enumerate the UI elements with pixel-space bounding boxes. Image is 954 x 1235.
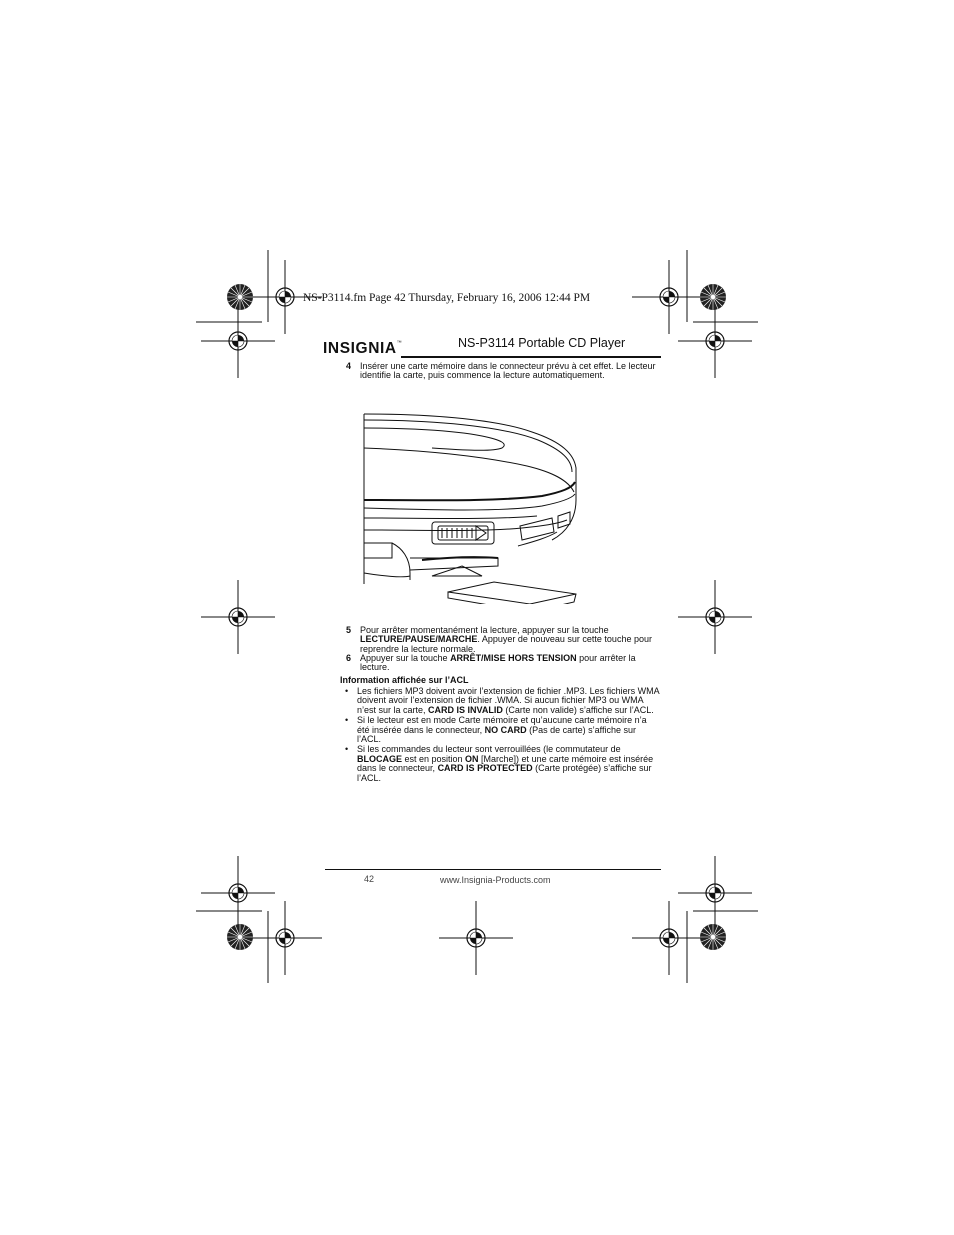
- display-message: CARD IS PROTECTED: [437, 763, 533, 774]
- bullet-text: (Carte protégée) s’affiche sur l’ACL.: [357, 763, 652, 783]
- brand-name: INSIGNIA: [323, 340, 397, 357]
- step-text-pre: Appuyer sur la touche: [360, 653, 451, 663]
- list-item: [343, 716, 661, 744]
- bullet-text: (Pas de carte) s’affiche sur l’ACL.: [357, 724, 636, 745]
- brand-logo: [323, 340, 402, 358]
- bullet-text: Si le lecteur est en mode Carte mémoire et qu’aucune carte mémoire n’a été insérée dans le connecteur,: [357, 715, 647, 735]
- section-heading: Information affichée sur l’ACL: [340, 675, 469, 685]
- step-number: 5: [346, 625, 352, 635]
- step-number: 4: [346, 361, 352, 371]
- step-text: Insérer une carte mémoire dans le connecteur prévu à cet effet. Le lecteur identifie la carte, puis commence la lecture automatiquement.: [360, 361, 656, 381]
- step-6: [346, 654, 666, 674]
- list-item: [343, 745, 661, 783]
- step-text: [360, 654, 660, 673]
- bullet-text: (Carte non valide) s’affiche sur l’ACL.: [502, 704, 654, 715]
- bullet-marker: •: [345, 744, 349, 755]
- page-number: 42: [364, 874, 375, 884]
- step-5: [346, 625, 666, 654]
- bullet-list: [343, 687, 661, 783]
- cd-player-illustration: [362, 408, 582, 609]
- step-text-pre: Pour arrêter momentanément la lecture, appuyer sur la touche: [360, 625, 609, 635]
- display-message: CARD IS INVALID: [428, 704, 503, 715]
- bullet-marker: •: [345, 715, 349, 726]
- step-text-post: . Appuyer de nouveau sur cette touche pour reprendre la lecture normale.: [360, 634, 652, 654]
- cd-player-memory-card-slot-icon: [362, 408, 582, 604]
- bullet-marker: •: [345, 686, 349, 696]
- trademark-symbol: ™: [396, 340, 403, 346]
- switch-position: ON: [465, 753, 479, 764]
- step-4: [346, 362, 666, 384]
- footer-url: www.Insignia-Products.com: [440, 875, 551, 885]
- page-title: NS-P3114 Portable CD Player: [458, 336, 626, 350]
- bullet-text: est en position: [402, 753, 466, 764]
- display-message: NO CARD: [484, 724, 527, 735]
- button-name: LECTURE/PAUSE/MARCHE: [360, 634, 478, 645]
- header-rule: [401, 356, 661, 358]
- switch-name: BLOCAGE: [357, 753, 402, 764]
- bullet-text: Les fichiers MP3 doivent avoir l’extension de fichier .MP3. Les fichiers WMA doivent avoir l’extension de fichier .WMA. Si aucun fichier MP3 ou WMA n’est sur la carte,: [357, 686, 660, 715]
- button-name: ARRÊT/MISE HORS TENSION: [450, 653, 577, 663]
- bullet-text: Si les commandes du lecteur sont verrouillées (le commutateur de: [357, 744, 621, 755]
- step-number: 6: [346, 653, 352, 663]
- step-text-post: pour arrêter la lecture.: [360, 653, 636, 673]
- footer-rule: [325, 869, 661, 870]
- step-text: [360, 626, 660, 654]
- list-item: [343, 687, 661, 715]
- bullet-text: [Marche]) et une carte mémoire est insérée dans le connecteur,: [357, 753, 654, 774]
- file-slug: NS-P3114.fm Page 42 Thursday, February 16, 2006 12:44 PM: [303, 292, 591, 304]
